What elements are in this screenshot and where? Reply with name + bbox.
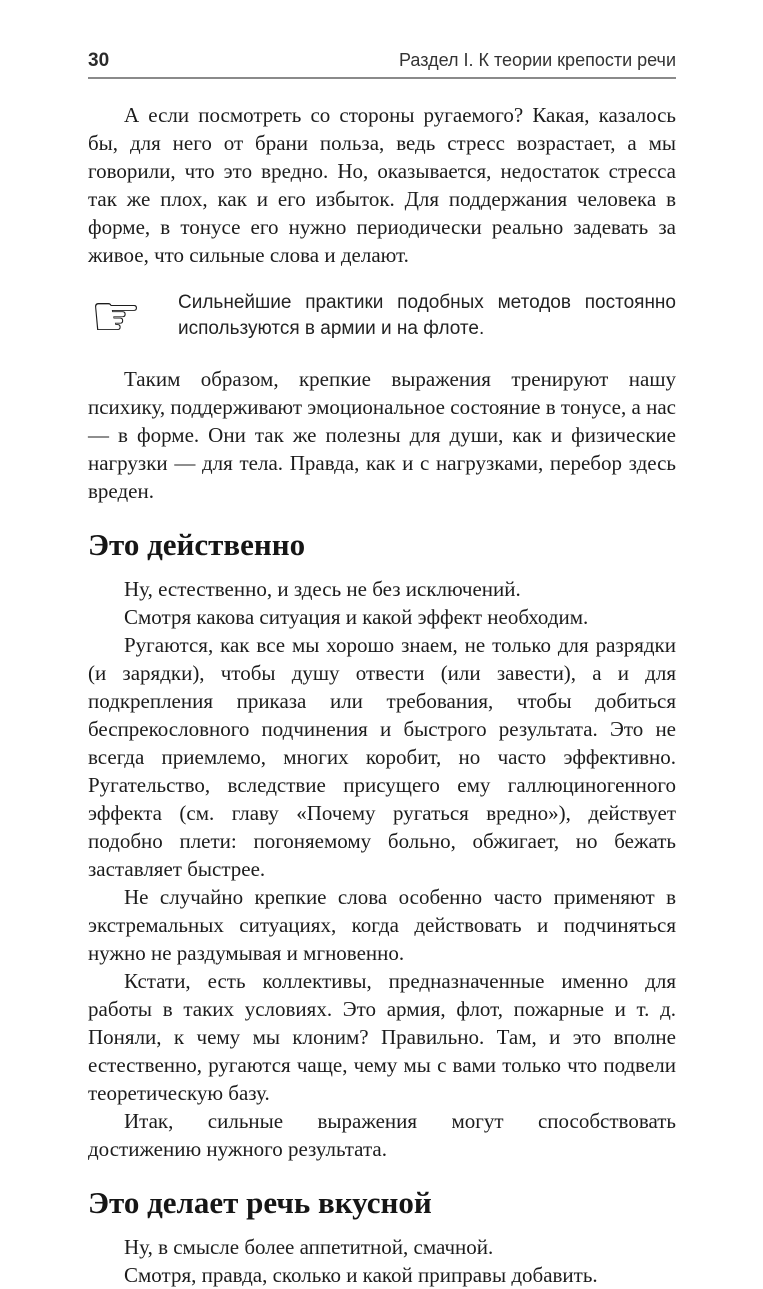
paragraph: Смотря, правда, сколько и какой приправы добавить.	[124, 1263, 598, 1287]
section-heading: Это делает речь вкусной	[88, 1185, 432, 1220]
section-heading: Это действенно	[88, 527, 306, 562]
margin-note	[88, 282, 676, 350]
paragraph: Кстати, есть коллективы, предназначенные именно для работы в таких условиях. Это армия, флот, пожарные и т. д. Поняли, к чему мы клоним? Правильно. Там, и это вполне естественно, ругаются чаще, чему мы с вами только что подвели теоретическую базу.	[88, 969, 676, 1105]
page-number: 30	[88, 50, 110, 71]
paragraph: Смотря какова ситуация и какой эффект необходим.	[124, 605, 589, 629]
paragraph: Итак, сильные выражения могут способствовать достижению нужного результата.	[88, 1109, 676, 1161]
paragraph: Ну, естественно, и здесь не без исключений.	[124, 577, 521, 601]
page-body	[88, 101, 676, 1289]
running-header	[88, 50, 676, 79]
paragraph: Ругаются, как все мы хорошо знаем, не только для разрядки (и зарядки), чтобы душу отвести (или завести), а и для подкрепления приказа или требования, чтобы добиться беспрекословного подчинения и быстрого результата. Это не всегда приемлемо, многих коробит, но часто эффективно. Ругательство, вследствие присущего ему галлюциногенного эффекта (см. главу «Почему ругаться вредно»), действует подобно плети: погоняемому больно, обжигает, но бежать заставляет быстрее.	[88, 633, 676, 881]
paragraph: А если посмотреть со стороны ругаемого? Какая, казалось бы, для него от брани польза, ведь стресс возрастает, а мы говорили, что это вредно. Но, оказывается, недостаток стресса так же плох, как и его избыток. Для поддержания человека в форме, в тонусе его нужно периодически реально задевать за живое, что сильные слова и делают.	[88, 103, 676, 267]
pointing-hand-icon: ☞	[90, 282, 142, 350]
paragraph: Не случайно крепкие слова особенно часто применяют в экстремальных ситуациях, когда действовать и подчиняться нужно не раздумывая и мгновенно.	[88, 885, 676, 965]
paragraph: Таким образом, крепкие выражения тренируют нашу психику, поддерживают эмоциональное состояние в тонусе, а нас — в форме. Они так же полезны для души, как и физические нагрузки — для тела. Правда, как и с нагрузками, перебор здесь вреден.	[88, 367, 676, 503]
paragraph: Ну, в смысле более аппетитной, смачной.	[124, 1235, 494, 1259]
section-title: Раздел I. К теории крепости речи	[399, 50, 676, 70]
note-text: Сильнейшие практики подобных методов постоянно используются в армии и на флоте.	[178, 292, 676, 339]
